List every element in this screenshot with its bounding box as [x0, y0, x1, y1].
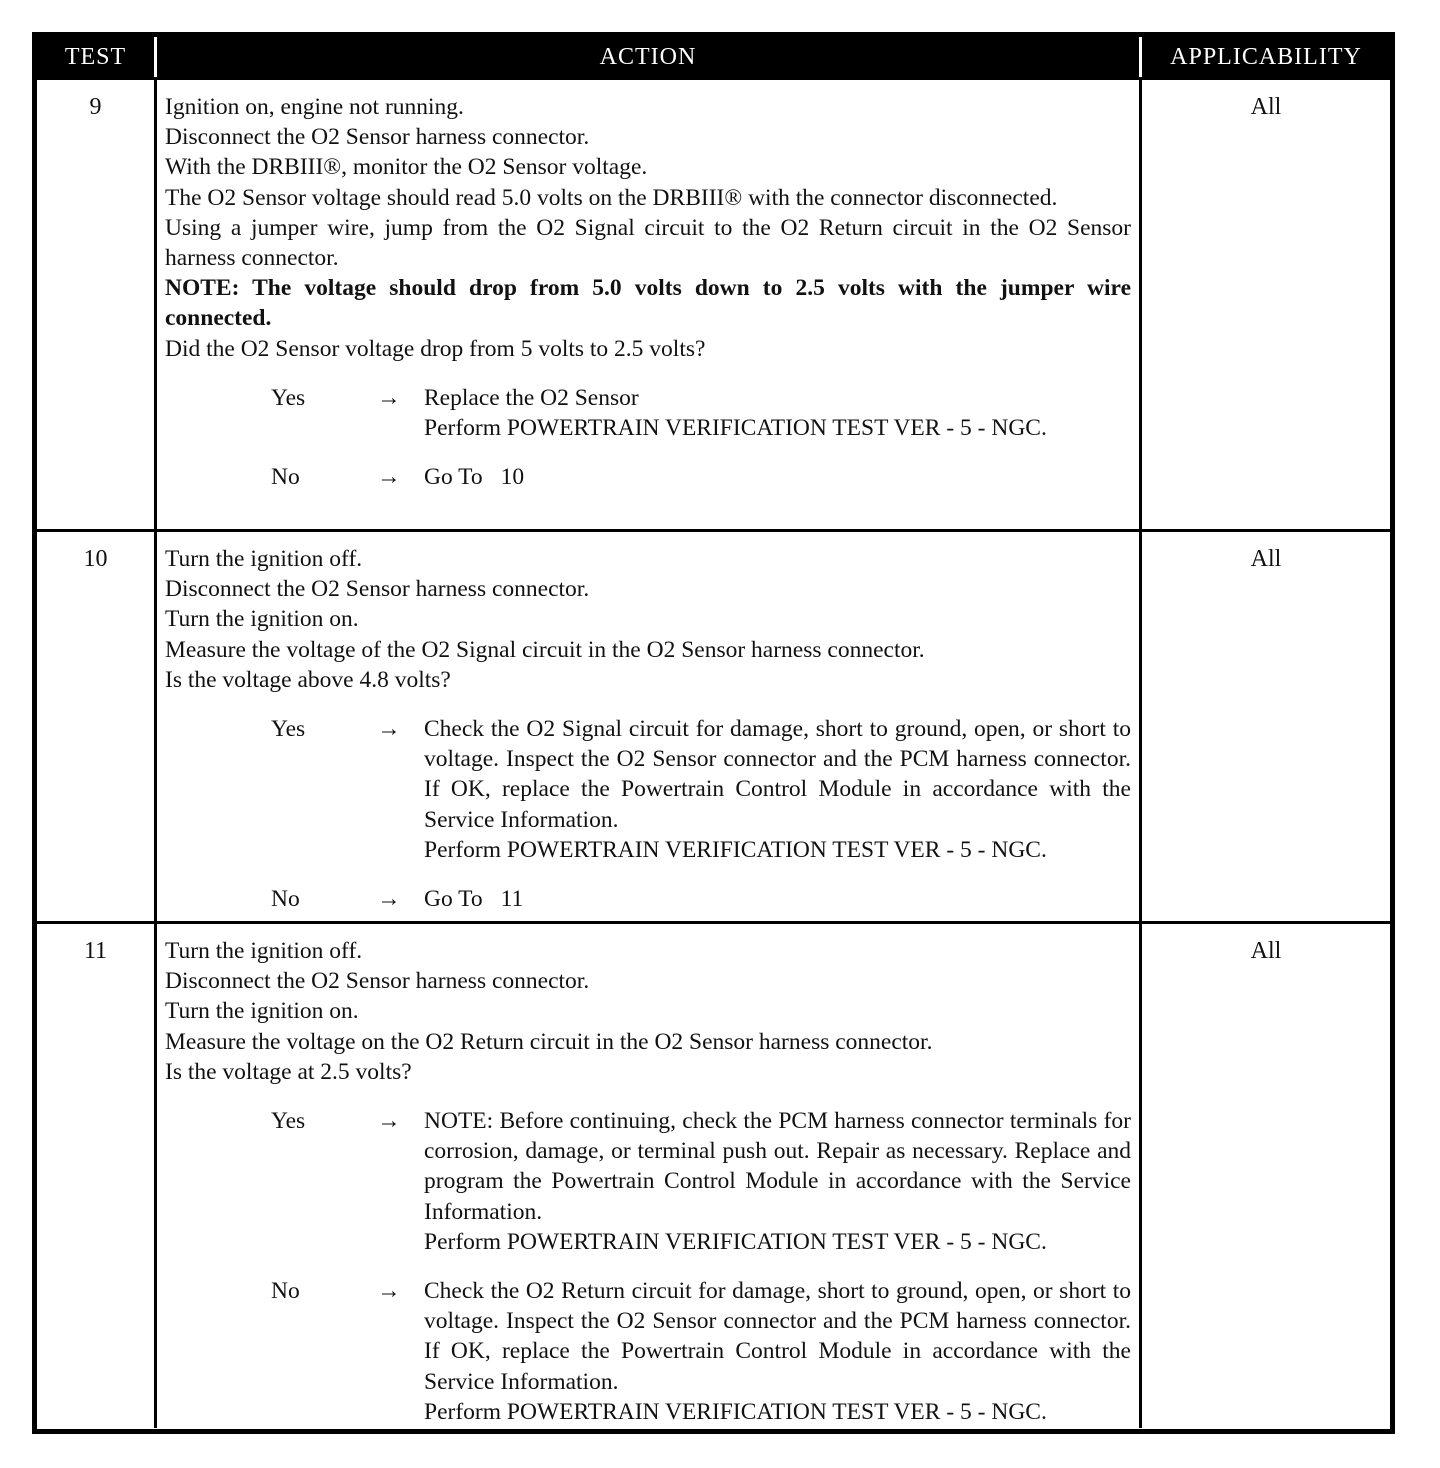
- arrow-icon: →: [377, 886, 401, 913]
- step: Ignition on, engine not running.: [165, 94, 464, 120]
- no-branch: [165, 884, 1131, 914]
- no-branch: [165, 1276, 1131, 1427]
- arrow-icon: →: [377, 1108, 401, 1135]
- goto-number: 10: [500, 464, 525, 491]
- step: Using a jumper wire, jump from the O2 Signal circuit to the O2 Return circuit in the O2 Sensor harness connector.: [165, 214, 1131, 272]
- arrow-icon: →: [377, 464, 401, 491]
- arrow-icon: →: [377, 384, 401, 411]
- step: Turn the ignition off.: [165, 546, 363, 572]
- yes-label: Yes: [271, 384, 306, 411]
- applicability-value: All: [1250, 546, 1282, 572]
- arrow-icon: →: [377, 1278, 401, 1305]
- action-cell: [157, 80, 1142, 529]
- yes-result: [424, 383, 1131, 443]
- header-action: ACTION: [157, 37, 1142, 77]
- yes-branch: [165, 714, 1131, 865]
- test-row-10: [37, 529, 1390, 921]
- header-applicability: APPLICABILITY: [1170, 43, 1362, 70]
- header-test: TEST: [37, 37, 157, 77]
- goto-number: 11: [500, 886, 524, 913]
- no-label: No: [271, 886, 300, 913]
- test-number: 10: [37, 532, 157, 921]
- no-result: [424, 884, 1131, 914]
- yes-result: [424, 1106, 1131, 1257]
- result-line: NOTE: Before continuing, check the PCM harness connector terminals for corrosion, damage, or terminal push out. Repair as necessary. Replace and program the Powertrain Control Module in accordance with the Service Information.: [424, 1108, 1131, 1225]
- yes-branch: [165, 1106, 1131, 1257]
- question: Did the O2 Sensor voltage drop from 5 volts to 2.5 volts?: [165, 335, 706, 362]
- step: Measure the voltage of the O2 Signal circuit in the O2 Sensor harness connector.: [165, 636, 925, 663]
- no-label: No: [271, 1278, 300, 1305]
- no-label: No: [271, 464, 300, 491]
- step: Turn the ignition on.: [165, 606, 359, 633]
- result-line: Perform POWERTRAIN VERIFICATION TEST VER - 5 - NGC.: [424, 415, 1047, 442]
- no-result: [424, 462, 1131, 492]
- applicability-value: All: [1250, 938, 1282, 964]
- result-line: Perform POWERTRAIN VERIFICATION TEST VER - 5 - NGC.: [424, 1398, 1047, 1425]
- no-branch: [165, 462, 1131, 492]
- step: Measure the voltage on the O2 Return circuit in the O2 Sensor harness connector.: [165, 1028, 933, 1055]
- test-number: 11: [37, 924, 157, 1428]
- test-number: 9: [37, 80, 157, 529]
- note-text: NOTE: The voltage should drop from 5.0 volts down to 2.5 volts with the jumper wire connected.: [165, 275, 1131, 332]
- action-cell: [157, 924, 1142, 1428]
- applicability-value: All: [1250, 94, 1282, 120]
- result-line: Check the O2 Return circuit for damage, short to ground, open, or short to voltage. Inspect the O2 Sensor connector and the PCM harness connector. If OK, replace the Powertrain Control Module in accordance with the Service Information.: [424, 1278, 1131, 1395]
- yes-label: Yes: [271, 1108, 306, 1135]
- table-header: [37, 37, 1390, 77]
- result-line: Replace the O2 Sensor: [424, 384, 639, 411]
- test-row-9: [37, 77, 1390, 529]
- step: Turn the ignition off.: [165, 938, 363, 964]
- arrow-icon: →: [377, 716, 401, 743]
- goto-text: Go To: [424, 464, 483, 491]
- step: Disconnect the O2 Sensor harness connector.: [165, 968, 590, 995]
- step: With the DRBIII®, monitor the O2 Sensor voltage.: [165, 154, 648, 181]
- result-line: Check the O2 Signal circuit for damage, short to ground, open, or short to voltage. Inspect the O2 Sensor connector and the PCM harness connector. If OK, replace the Powertrain Control Module in accordance with the Service Information.: [424, 716, 1131, 833]
- yes-branch: [165, 383, 1131, 443]
- question: Is the voltage above 4.8 volts?: [165, 666, 451, 693]
- step: Disconnect the O2 Sensor harness connector.: [165, 576, 590, 603]
- action-cell: [157, 532, 1142, 921]
- step: Disconnect the O2 Sensor harness connector.: [165, 124, 590, 151]
- yes-result: [424, 714, 1131, 865]
- step: The O2 Sensor voltage should read 5.0 volts on the DRBIII® with the connector disconnected.: [165, 184, 1058, 211]
- test-row-11: [37, 921, 1390, 1428]
- goto-text: Go To: [424, 886, 483, 913]
- yes-label: Yes: [271, 716, 306, 743]
- step: Turn the ignition on.: [165, 998, 359, 1025]
- result-line: Perform POWERTRAIN VERIFICATION TEST VER - 5 - NGC.: [424, 836, 1047, 863]
- question: Is the voltage at 2.5 volts?: [165, 1058, 412, 1085]
- diagnostic-test-table: [32, 32, 1395, 1434]
- no-result: [424, 1276, 1131, 1427]
- result-line: Perform POWERTRAIN VERIFICATION TEST VER - 5 - NGC.: [424, 1228, 1047, 1255]
